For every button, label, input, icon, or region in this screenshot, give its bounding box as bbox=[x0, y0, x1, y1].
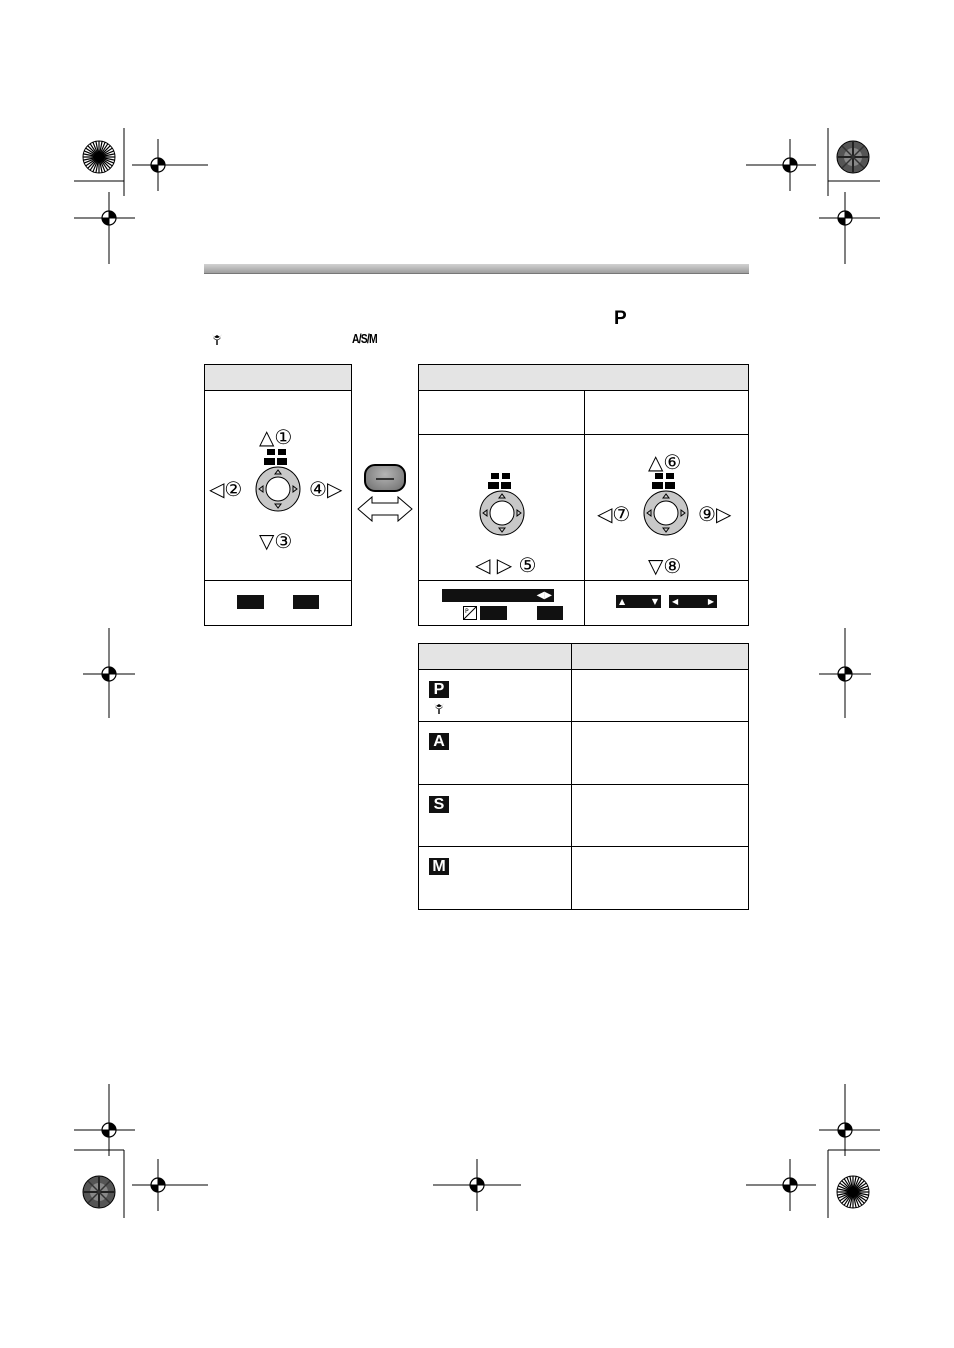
right-arrow-step-4 bbox=[309, 479, 342, 499]
step-number: ⑨ bbox=[698, 502, 716, 526]
down-small-icon: ▼ bbox=[651, 597, 658, 606]
macro-tulip-icon bbox=[210, 333, 224, 345]
macro-tulip-icon bbox=[432, 702, 446, 714]
button-slot bbox=[376, 478, 394, 480]
step-number: ⑦ bbox=[612, 502, 631, 526]
cursor-pad-icon bbox=[245, 447, 311, 513]
mode-table-header bbox=[419, 644, 748, 670]
step-number: ⑤ bbox=[518, 553, 537, 577]
step-number: ⑧ bbox=[663, 554, 682, 578]
left-right-arrow-icon: ◁ ▷ bbox=[475, 553, 513, 577]
program-mode-icon: P bbox=[614, 308, 627, 329]
mode-table-col-divider bbox=[571, 644, 572, 909]
right-arrow-icon: ▷ bbox=[715, 502, 732, 526]
down-arrow-icon: ▽ bbox=[259, 529, 275, 553]
left-right-arrows-step-5 bbox=[475, 555, 536, 575]
cursor-pad-icon bbox=[633, 471, 699, 537]
svg-text:P: P bbox=[465, 608, 469, 615]
right-panel-header bbox=[419, 365, 748, 391]
left-arrow-icon: ◁ bbox=[209, 477, 225, 501]
up-arrow-step-6 bbox=[648, 452, 681, 472]
left-panel-header bbox=[205, 365, 351, 391]
mode-table-row-divider bbox=[419, 846, 748, 847]
section-title-bar bbox=[204, 264, 749, 274]
up-small-icon: ▲ bbox=[619, 597, 626, 606]
left-arrow-icon: ◁ bbox=[597, 502, 613, 526]
left-arrow-step-7 bbox=[597, 504, 630, 524]
right-panel-col-divider bbox=[584, 391, 585, 625]
up-arrow-step-1 bbox=[259, 427, 292, 447]
step-number: ① bbox=[274, 425, 293, 449]
cursor-pad-icon bbox=[469, 471, 535, 537]
up-arrow-icon: △ bbox=[648, 450, 664, 474]
asm-mode-label: A/S/M bbox=[352, 331, 377, 346]
mode-a-icon: A bbox=[429, 733, 449, 750]
mode-s-icon: S bbox=[429, 796, 449, 813]
exposure-comp-icon bbox=[463, 606, 477, 620]
exposure-compensation-bar bbox=[442, 589, 554, 602]
up-arrow-icon: △ bbox=[259, 425, 275, 449]
left-panel-divider bbox=[205, 580, 351, 581]
step-number: ⑥ bbox=[663, 450, 682, 474]
left-right-indicator-icon: ◀▶ bbox=[536, 590, 552, 601]
step-number: ④ bbox=[309, 477, 327, 501]
mode-table-row-divider bbox=[419, 784, 748, 785]
mode-table-row-divider bbox=[419, 721, 748, 722]
step-number: ③ bbox=[274, 529, 293, 553]
left-arrow-step-2 bbox=[209, 479, 242, 499]
mode-table bbox=[418, 643, 749, 910]
mode-p-icon: P bbox=[429, 681, 449, 698]
mode-m-icon: M bbox=[429, 858, 449, 875]
left-right-indicator bbox=[669, 595, 717, 608]
left-panel bbox=[204, 364, 352, 626]
double-arrow-icon bbox=[356, 495, 414, 523]
menu-bar-block bbox=[537, 606, 563, 620]
right-panel bbox=[418, 364, 749, 626]
right-arrow-step-9 bbox=[698, 504, 731, 524]
up-down-indicator bbox=[616, 595, 661, 608]
step-number: ② bbox=[224, 477, 243, 501]
right-small-icon: ▶ bbox=[707, 597, 714, 606]
menu-bar-block bbox=[237, 595, 264, 609]
down-arrow-icon: ▽ bbox=[648, 554, 664, 578]
down-arrow-step-8 bbox=[648, 556, 681, 576]
menu-bar-block bbox=[480, 606, 507, 620]
right-arrow-icon: ▷ bbox=[326, 477, 343, 501]
left-small-icon: ◀ bbox=[672, 597, 679, 606]
exposure-button[interactable] bbox=[364, 464, 406, 492]
menu-bar-block bbox=[293, 595, 319, 609]
down-arrow-step-3 bbox=[259, 531, 292, 551]
